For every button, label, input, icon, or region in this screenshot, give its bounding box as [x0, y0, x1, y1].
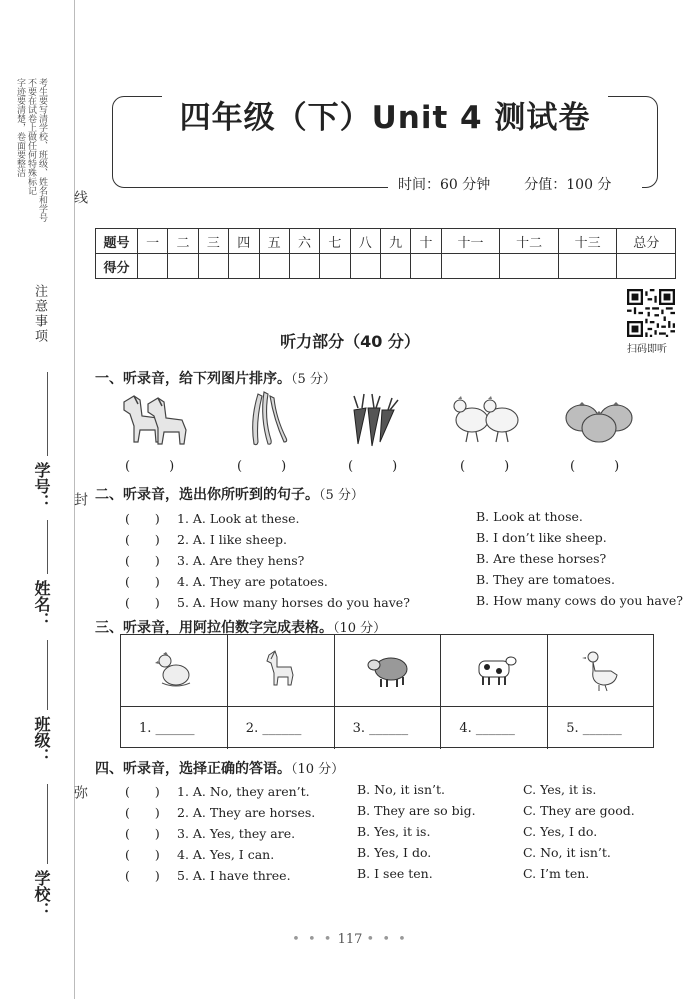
q4-option-a: 3. A. Yes, they are. [177, 826, 296, 841]
q2-option-a: 2. A. I like sheep. [177, 532, 287, 547]
score-col-6: 六 [289, 229, 319, 254]
q4-item-3 [125, 824, 295, 842]
q2-item-1 [125, 509, 299, 527]
q4-option-a: 5. A. I have three. [177, 868, 291, 883]
q4-item-4 [125, 845, 274, 863]
q2-option-b: B. How many cows do you have? [476, 593, 684, 608]
exam-meta [398, 174, 645, 194]
score-cell[interactable] [289, 254, 319, 279]
field-student-number: 学号： [32, 462, 51, 510]
q2-item-4 [125, 572, 328, 590]
q2-answer-blank[interactable]: ( ) [125, 595, 160, 610]
score-col-3: 三 [198, 229, 228, 254]
q3-points: （10 分） [333, 621, 387, 636]
q4-option-a: 1. A. No, they aren’t. [177, 784, 310, 799]
q2-item-5 [125, 593, 410, 611]
score-col-7: 七 [320, 229, 350, 254]
class-line[interactable] [47, 640, 48, 710]
score-table-label-score: 得分 [96, 254, 138, 279]
q4-option-b: B. No, it isn’t. [357, 782, 445, 797]
q4-option-b: B. They are so big. [357, 803, 476, 818]
q4-title: 四、听录音，选择正确的答语。 [95, 761, 291, 777]
q1-heading [95, 368, 336, 388]
q3-table [120, 634, 654, 748]
q4-heading [95, 758, 344, 778]
q3-cell-duck [548, 635, 655, 749]
q3-cell-horse [228, 635, 335, 749]
field-name: 姓名： [32, 580, 51, 628]
q2-option-a: 1. A. Look at these. [177, 511, 300, 526]
q4-option-c: C. Yes, I do. [523, 824, 598, 839]
exam-note-1: 考生要写清学校、班级、姓名和学号 [37, 78, 47, 222]
q4-option-c: C. I’m ten. [523, 866, 590, 881]
qr-label: 扫码即听 [627, 344, 667, 355]
q1-points: （5 分） [291, 372, 336, 387]
q3-blank-1[interactable]: 1. ______ [139, 721, 195, 736]
q2-option-a: 4. A. They are potatoes. [177, 574, 328, 589]
q2-points: （5 分） [319, 488, 364, 503]
seal-feng: 封 [72, 492, 88, 506]
score-col-9: 九 [381, 229, 411, 254]
field-class: 班级： [32, 716, 51, 764]
field-school: 学校： [32, 870, 51, 918]
page-number [0, 932, 700, 947]
q4-item-5 [125, 866, 291, 884]
score-col-4: 四 [229, 229, 259, 254]
name-line[interactable] [47, 520, 48, 574]
q1-answer-blank-4[interactable]: ( ) [460, 459, 510, 474]
q4-option-b: B. Yes, it is. [357, 824, 431, 839]
seal-xian: 线 [72, 190, 88, 204]
horse-icon [261, 649, 301, 689]
exam-time: 时间：60 分钟 [398, 177, 491, 193]
student-number-line[interactable] [47, 372, 48, 456]
q1-answer-blank-5[interactable]: ( ) [570, 459, 620, 474]
exam-note-3: 字迹要清楚，卷面要整洁 [15, 78, 25, 177]
duck-icon [581, 649, 621, 693]
score-col-12: 十二 [500, 229, 559, 254]
q3-blank-4[interactable]: 4. ______ [459, 721, 515, 736]
seal-mi: 弥 [72, 785, 88, 799]
notes-label: 注意事项 [32, 284, 47, 344]
q3-blank-5[interactable]: 5. ______ [566, 721, 622, 736]
q1-answer-blank-3[interactable]: ( ) [348, 459, 398, 474]
score-table [95, 228, 676, 279]
score-cell[interactable] [411, 254, 441, 279]
score-col-8: 八 [350, 229, 380, 254]
q4-option-a: 2. A. They are horses. [177, 805, 316, 820]
q2-answer-blank[interactable]: ( ) [125, 553, 160, 568]
q1-answer-blank-1[interactable]: ( ) [125, 459, 175, 474]
q4-option-c: C. Yes, it is. [523, 782, 597, 797]
q4-option-c: C. They are good. [523, 803, 635, 818]
q2-heading [95, 484, 364, 504]
q2-option-a: 3. A. Are they hens? [177, 553, 305, 568]
score-col-1: 一 [138, 229, 168, 254]
page-dots-left: • • • [292, 932, 334, 947]
q2-item-2 [125, 530, 287, 548]
score-table-label-number: 题号 [96, 229, 138, 254]
score-col-total: 总分 [617, 229, 676, 254]
q2-option-b: B. Are these horses? [476, 551, 607, 566]
q4-option-b: B. Yes, I do. [357, 845, 432, 860]
q4-points: （10 分） [291, 762, 345, 777]
q4-answer-blank[interactable]: ( ) [125, 847, 160, 862]
score-col-13: 十三 [558, 229, 617, 254]
score-cell[interactable] [558, 254, 617, 279]
exam-score: 分值：100 分 [524, 177, 612, 193]
q4-item-1 [125, 782, 310, 800]
q4-answer-blank[interactable]: ( ) [125, 805, 160, 820]
q1-answer-blank-2[interactable]: ( ) [237, 459, 287, 474]
q2-title: 二、听录音，选出你所听到的句子。 [95, 487, 319, 503]
score-cell[interactable] [138, 254, 168, 279]
score-cell[interactable] [350, 254, 380, 279]
score-cell[interactable] [617, 254, 676, 279]
q3-cell-cow [441, 635, 548, 749]
tomatoes-picture [560, 390, 640, 448]
score-cell[interactable] [381, 254, 411, 279]
score-col-2: 二 [168, 229, 198, 254]
q4-answer-blank[interactable]: ( ) [125, 784, 160, 799]
horses-picture [118, 390, 198, 448]
score-table-header-row [96, 229, 676, 254]
q3-cell-hen [121, 635, 228, 749]
q2-item-3 [125, 551, 304, 569]
q3-title: 三、听录音，用阿拉伯数字完成表格。 [95, 620, 333, 636]
score-table-score-row [96, 254, 676, 279]
score-col-5: 五 [259, 229, 289, 254]
q2-answer-blank[interactable]: ( ) [125, 532, 160, 547]
score-cell[interactable] [441, 254, 500, 279]
q4-answer-blank[interactable]: ( ) [125, 826, 160, 841]
hen-icon [154, 649, 194, 689]
q1-title: 一、听录音，给下列图片排序。 [95, 371, 291, 387]
score-cell[interactable] [500, 254, 559, 279]
q3-cell-sheep [335, 635, 442, 749]
exam-note-2: 不要在试卷上做任何特殊标记 [26, 78, 36, 195]
green-beans-picture [230, 390, 310, 448]
q2-option-a: 5. A. How many horses do you have? [177, 595, 410, 610]
page-title: 四年级（下）Unit 4 测试卷 [179, 100, 591, 136]
q2-answer-blank[interactable]: ( ) [125, 511, 160, 526]
q4-item-2 [125, 803, 315, 821]
q3-blank-3[interactable]: 3. ______ [352, 721, 409, 736]
q2-option-b: B. I don’t like sheep. [476, 530, 607, 545]
q2-answer-blank[interactable]: ( ) [125, 574, 160, 589]
score-col-10: 十 [411, 229, 441, 254]
cow-icon [471, 649, 517, 689]
score-cell[interactable] [259, 254, 289, 279]
listening-section-title: 听力部分（40 分） [280, 332, 420, 351]
hens-picture [450, 390, 530, 448]
page-number-value: 117 [337, 932, 363, 947]
score-cell[interactable] [229, 254, 259, 279]
q2-option-b: B. Look at those. [476, 509, 583, 524]
q4-option-c: C. No, it isn’t. [523, 845, 611, 860]
exam-notes [14, 78, 47, 278]
q4-option-b: B. I see ten. [357, 866, 433, 881]
school-line[interactable] [47, 784, 48, 864]
score-col-11: 十一 [441, 229, 500, 254]
score-cell[interactable] [198, 254, 228, 279]
q3-blank-2[interactable]: 2. ______ [245, 721, 302, 736]
sheep-icon [365, 649, 411, 689]
carrots-picture [340, 390, 420, 448]
score-cell[interactable] [320, 254, 350, 279]
q4-option-a: 4. A. Yes, I can. [177, 847, 275, 862]
score-cell[interactable] [168, 254, 198, 279]
q4-answer-blank[interactable]: ( ) [125, 868, 160, 883]
page-dots-right: • • • [366, 932, 408, 947]
q2-option-b: B. They are tomatoes. [476, 572, 615, 587]
